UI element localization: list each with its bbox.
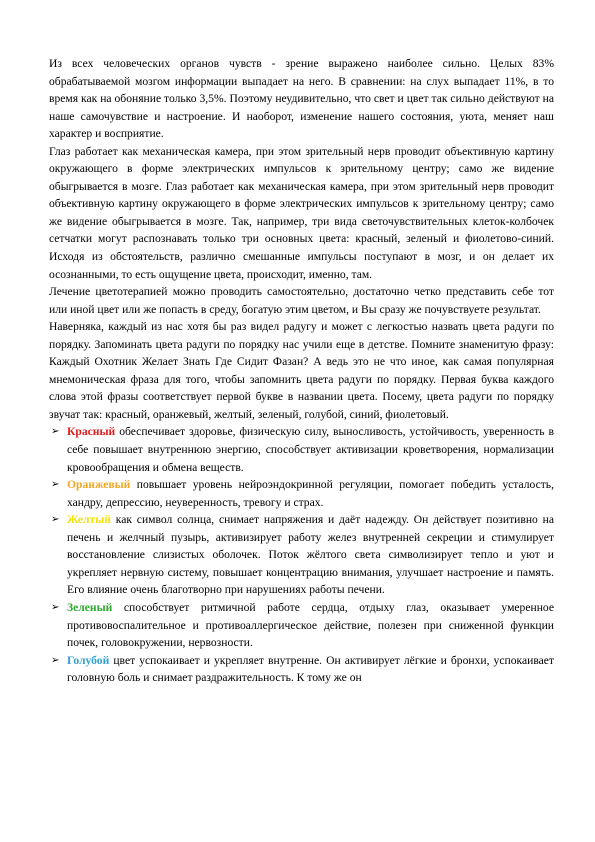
color-desc-red: обеспечивает здоровье, физическую силу, выносливость, устойчивость, уверенность в себе повышает внутреннюю энергию, способствует активизации кроветворения, нормализации кровообращения и обмена веществ.	[67, 425, 554, 474]
paragraph-rainbow: Наверняка, каждый из нас хотя бы раз видел радугу и может с легкостью назвать цвета радуги по порядку. Запоминать цвета радуги по порядку нас учили еще в детстве. Помните знаменитую фразу: Каждый Охотник Желает Знать Где Сидит Фазан? А ведь это не что иное, как самая популярная мнемоническая фраза для того, чтобы запомнить цвета радуги по порядку. Первая буква каждого слова этой фразы соответствует первой букве в названии цвета. Посему, цвета радуги по порядку звучат так: красный, оранжевый, желтый, зеленый, голубой, синий, фиолетовый.	[49, 320, 554, 421]
color-desc-light-blue: цвет успокаивает и укрепляет внутренне. Он активирует лёгкие и бронхи, успокаивает головную боль и снимает раздражительность. К тому же он	[67, 653, 554, 685]
color-desc-green: способствует ритмичной работе сердца, отдыху глаз, оказывает умеренное противовоспалительное и противоаллергическое действие, полезен при сниженной функции почек, головокружении, нервозности.	[67, 600, 554, 650]
color-desc-yellow: как символ солнца, снимает напряжения и даёт надежду. Он действует позитивно на печень и желчный пузырь, активизирует работу желез внутренней секреции и стимулирует восстановление слизистых оболочек. Поток жёлтого света символизирует тепло и уют и укрепляет нервную систему, повышает концентрацию внимания, улучшает настроение и память. Его влияние очень благотворно при нарушениях работы печени.	[67, 513, 554, 597]
arrow-bullet-icon: ➢	[51, 654, 60, 666]
arrow-bullet-icon: ➢	[51, 426, 60, 438]
paragraph-eye-camera: Глаз работает как механическая камера, при этом зрительный нерв проводит объективную картину окружающего в форме электрических импульсов к зрительному центру; само же видение обыгрывается в мозге. Глаз работает как механическая камера, при этом зрительный нерв проводит объективную картину окружающего в форме электрических импульсов к зрительному центру; само же видение обыгрывается в мозге. Так, например, три вида светочувствительных клеток-колбочек сетчатки могут распознавать только три основных цвета: красный, зеленый и фиолетово-синий. Исходя из обстоятельств, различно смешанные импульсы поступают в мозг, и он делает их осознанными, то есть ощущение цвета, происходит, именно, там.	[49, 144, 554, 281]
document-page	[49, 55, 554, 687]
paragraph-vision-intro: Из всех человеческих органов чувств - зрение выражено наиболее сильно. Целых 83% обрабатываемой мозгом информации выпадает на него. В сравнении: на слух выпадает 11%, в то время как на обоняние только 3,5%. Поэтому неудивительно, что свет и цвет так сильно действуют на наше самочувствие и настроение. И наоборот, изменение нашего состояния, уюта, меняет наш характер и восприятие.	[49, 57, 554, 141]
list-item-yellow	[49, 511, 554, 599]
paragraph-color-therapy: Лечение цветотерапией можно проводить самостоятельно, достаточно четко представить себе тот или иной цвет или же попасть в среду, богатую этим цветом, и Вы сразу же почувствуете результат.	[49, 285, 554, 316]
color-name-light-blue: Голубой	[67, 653, 110, 667]
color-name-yellow: Желтый	[67, 513, 111, 527]
color-name-red: Красный	[67, 425, 116, 439]
color-desc-orange: повышает уровень нейроэндокринной регуляции, помогает победить усталость, хандру, депрессию, неуверенность, тревогу и страх.	[67, 478, 554, 509]
color-name-green: Зеленый	[67, 600, 113, 614]
list-item-light-blue	[49, 652, 554, 687]
arrow-bullet-icon: ➢	[51, 479, 60, 491]
list-item-green	[49, 599, 554, 652]
list-item-red	[49, 423, 554, 476]
color-name-orange: Оранжевый	[67, 478, 131, 492]
color-effects-list	[49, 423, 554, 686]
arrow-bullet-icon: ➢	[51, 514, 60, 526]
arrow-bullet-icon: ➢	[51, 601, 60, 613]
list-item-orange	[49, 476, 554, 511]
